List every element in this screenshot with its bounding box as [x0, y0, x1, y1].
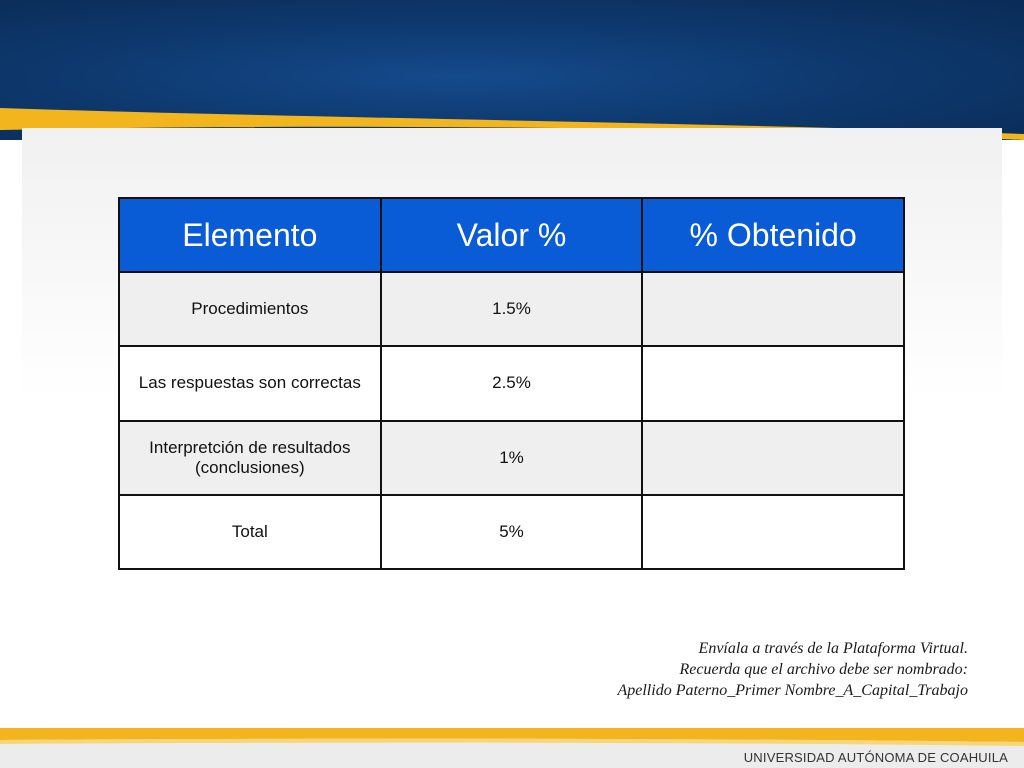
cell-elemento: Las respuestas son correctas [119, 346, 381, 420]
cell-elemento [119, 421, 381, 495]
cell-valor: 1% [381, 421, 643, 495]
cell-valor: 5% [381, 495, 643, 569]
header-obtenido: % Obtenido [642, 198, 904, 272]
table-header-row [119, 198, 904, 272]
cell-obtenido [642, 495, 904, 569]
submission-note [617, 638, 968, 701]
table-row-total [119, 495, 904, 569]
institution-name: UNIVERSIDAD AUTÓNOMA DE COAHUILA [743, 750, 1008, 765]
header-valor: Valor % [381, 198, 643, 272]
note-line-3: Apellido Paterno_Primer Nombre_A_Capital_Trabajo [617, 682, 968, 699]
table-row [119, 346, 904, 420]
cell-elemento: Total [119, 495, 381, 569]
cell-elemento: Procedimientos [119, 272, 381, 346]
header-elemento: Elemento [119, 198, 381, 272]
cell-valor: 1.5% [381, 272, 643, 346]
note-line-1: Envíala a través de la Plataforma Virtual. [698, 640, 968, 657]
table-row [119, 421, 904, 495]
note-line-2: Recuerda que el archivo debe ser nombrado: [679, 661, 968, 678]
cell-elemento-text: Interpretción de resultados (conclusiones) [149, 437, 351, 477]
cell-obtenido [642, 346, 904, 420]
grading-table [118, 197, 905, 570]
cell-valor: 2.5% [381, 346, 643, 420]
table-row [119, 272, 904, 346]
cell-obtenido [642, 272, 904, 346]
cell-obtenido [642, 421, 904, 495]
